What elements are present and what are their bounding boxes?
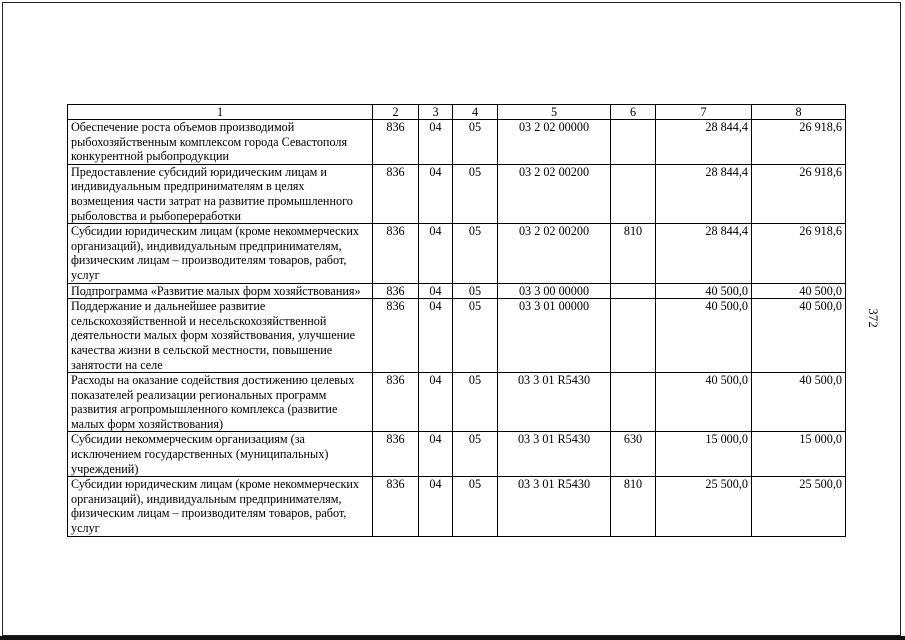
column-header: 3 [419, 105, 453, 120]
amount-year-1: 28 844,4 [656, 164, 752, 223]
expense-name: Предоставление субсидий юридическим лицам и индивидуальным предпринимателям в целях возмещения части затрат на развитие промышленного рыболовства и рыбопереработки [68, 164, 373, 223]
amount-year-2: 15 000,0 [752, 432, 846, 477]
table-row [68, 299, 846, 373]
ministry-code: 836 [373, 283, 419, 299]
section-code: 04 [419, 164, 453, 223]
section-code: 04 [419, 224, 453, 283]
target-article-code: 03 2 02 00000 [498, 120, 611, 165]
amount-year-1: 40 500,0 [656, 299, 752, 373]
table-row [68, 164, 846, 223]
section-code: 04 [419, 283, 453, 299]
ministry-code: 836 [373, 164, 419, 223]
expense-name: Субсидии юридическим лицам (кроме некоммерческих организаций), индивидуальным предпринимателям, физическим лицам – производителям товаров, работ, услуг [68, 477, 373, 536]
target-article-code: 03 3 01 R5430 [498, 373, 611, 432]
subsection-code: 05 [453, 120, 498, 165]
section-code: 04 [419, 373, 453, 432]
amount-year-2: 26 918,6 [752, 164, 846, 223]
amount-year-2: 40 500,0 [752, 283, 846, 299]
expense-type-code [611, 283, 656, 299]
table-row [68, 224, 846, 283]
subsection-code: 05 [453, 373, 498, 432]
amount-year-2: 40 500,0 [752, 373, 846, 432]
amount-year-2: 25 500,0 [752, 477, 846, 536]
expense-type-code [611, 120, 656, 165]
amount-year-1: 28 844,4 [656, 120, 752, 165]
target-article-code: 03 3 01 00000 [498, 299, 611, 373]
ministry-code: 836 [373, 120, 419, 165]
section-code: 04 [419, 432, 453, 477]
column-header: 7 [656, 105, 752, 120]
subsection-code: 05 [453, 283, 498, 299]
table-row [68, 432, 846, 477]
subsection-code: 05 [453, 432, 498, 477]
expense-name: Субсидии некоммерческим организациям (за исключением государственных (муниципальных) учреждений) [68, 432, 373, 477]
subsection-code: 05 [453, 299, 498, 373]
expense-name: Обеспечение роста объемов производимой рыбохозяйственным комплексом города Севастополя конкурентной рыбопродукции [68, 120, 373, 165]
column-header: 8 [752, 105, 846, 120]
subsection-code: 05 [453, 224, 498, 283]
target-article-code: 03 2 02 00200 [498, 224, 611, 283]
amount-year-2: 26 918,6 [752, 120, 846, 165]
budget-table [67, 104, 846, 537]
column-header: 4 [453, 105, 498, 120]
column-header: 6 [611, 105, 656, 120]
ministry-code: 836 [373, 432, 419, 477]
section-code: 04 [419, 299, 453, 373]
amount-year-1: 28 844,4 [656, 224, 752, 283]
subsection-code: 05 [453, 477, 498, 536]
expense-type-code: 810 [611, 224, 656, 283]
ministry-code: 836 [373, 299, 419, 373]
amount-year-1: 40 500,0 [656, 283, 752, 299]
expense-type-code [611, 373, 656, 432]
expense-name: Поддержание и дальнейшее развитие сельскохозяйственной и несельскохозяйственной деятельности малых форм хозяйствования, улучшение качества жизни в сельской местности, повышение занятости на селе [68, 299, 373, 373]
amount-year-1: 25 500,0 [656, 477, 752, 536]
expense-type-code: 630 [611, 432, 656, 477]
page-number: 372 [866, 308, 881, 328]
amount-year-2: 26 918,6 [752, 224, 846, 283]
scan-bottom-edge [0, 636, 905, 640]
expense-type-code [611, 299, 656, 373]
section-code: 04 [419, 120, 453, 165]
amount-year-1: 40 500,0 [656, 373, 752, 432]
table-row [68, 120, 846, 165]
expense-name: Подпрограмма «Развитие малых форм хозяйствования» [68, 283, 373, 299]
table-header-row [68, 105, 846, 120]
expense-name: Расходы на оказание содействия достижению целевых показателей реализации региональных программ развития агропромышленного комплекса (развитие малых форм хозяйствования) [68, 373, 373, 432]
ministry-code: 836 [373, 224, 419, 283]
amount-year-2: 40 500,0 [752, 299, 846, 373]
expense-type-code: 810 [611, 477, 656, 536]
expense-type-code [611, 164, 656, 223]
expense-name: Субсидии юридическим лицам (кроме некоммерческих организаций), индивидуальным предпринимателям, физическим лицам – производителям товаров, работ, услуг [68, 224, 373, 283]
table-row [68, 373, 846, 432]
column-header: 2 [373, 105, 419, 120]
column-header: 1 [68, 105, 373, 120]
table-row [68, 283, 846, 299]
target-article-code: 03 2 02 00200 [498, 164, 611, 223]
ministry-code: 836 [373, 477, 419, 536]
target-article-code: 03 3 00 00000 [498, 283, 611, 299]
section-code: 04 [419, 477, 453, 536]
table-row [68, 477, 846, 536]
subsection-code: 05 [453, 164, 498, 223]
target-article-code: 03 3 01 R5430 [498, 477, 611, 536]
column-header: 5 [498, 105, 611, 120]
ministry-code: 836 [373, 373, 419, 432]
budget-table-body [68, 105, 846, 537]
target-article-code: 03 3 01 R5430 [498, 432, 611, 477]
amount-year-1: 15 000,0 [656, 432, 752, 477]
